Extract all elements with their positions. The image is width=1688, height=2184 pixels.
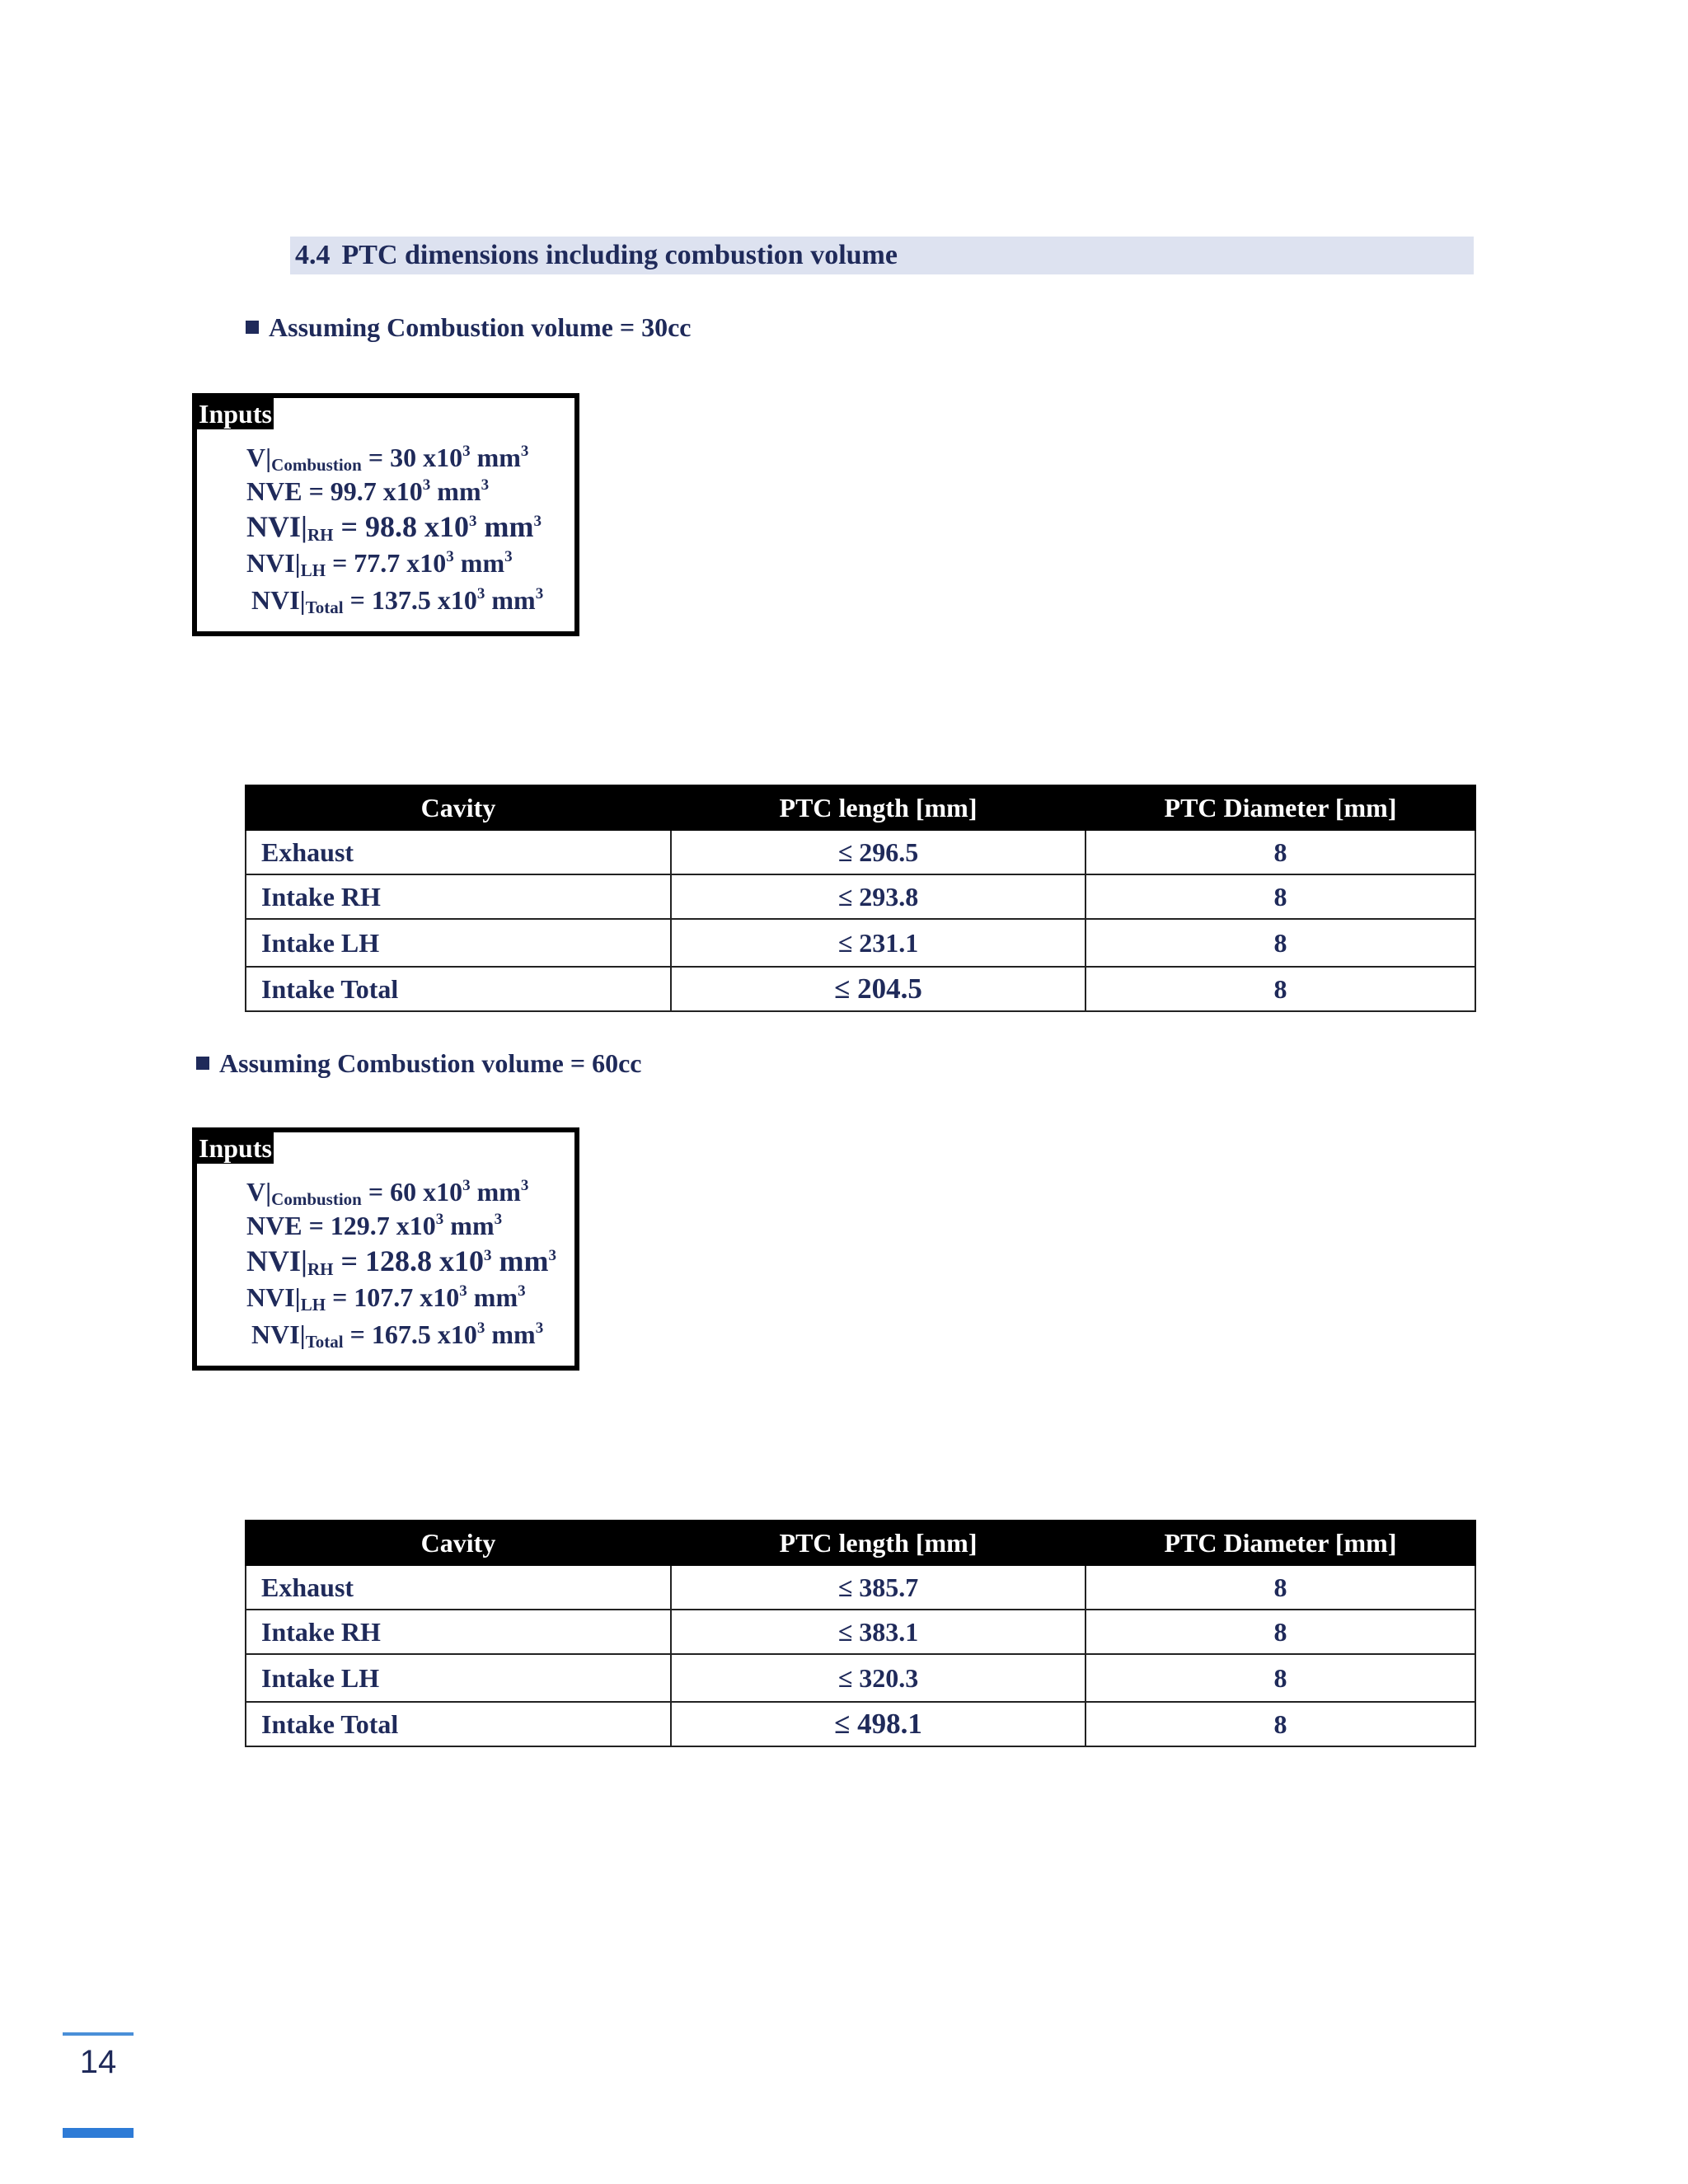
cell-diameter: 8 xyxy=(1085,1610,1475,1654)
cell-length: ≤ 231.1 xyxy=(671,919,1085,967)
table-row xyxy=(246,919,1475,967)
cell-cavity: Exhaust xyxy=(246,1565,671,1610)
input-nvi-rh: $NVI|_{RH} = 128.8$ $x10^3$ $mm^3$ xyxy=(246,1244,556,1279)
header-ptc-length: PTC length [mm] xyxy=(671,785,1085,830)
inputs-box-1 xyxy=(192,393,579,636)
cell-length: ≤ 498.1 xyxy=(671,1702,1085,1746)
table-row xyxy=(246,967,1475,1011)
cell-length: ≤ 204.5 xyxy=(671,967,1085,1011)
input-v-combustion: $V|_{Combustion} = 30$ $x10^3$ $mm^3$ xyxy=(246,443,529,475)
cell-length: ≤ 385.7 xyxy=(671,1565,1085,1610)
page-number-underline xyxy=(63,2128,134,2138)
cell-diameter: 8 xyxy=(1085,919,1475,967)
input-nvi-lh: $NVI|_{LH} = 107.7$ $x10^3$ $mm^3$ xyxy=(246,1282,526,1315)
cell-length: ≤ 383.1 xyxy=(671,1610,1085,1654)
cell-length: ≤ 293.8 xyxy=(671,874,1085,919)
table-row xyxy=(246,874,1475,919)
assumption-bullet-2 xyxy=(196,1048,642,1079)
cell-cavity: Intake LH xyxy=(246,1654,671,1702)
inputs-label: Inputs xyxy=(199,399,272,429)
cell-cavity: Intake Total xyxy=(246,1702,671,1746)
cell-cavity: Intake RH xyxy=(246,874,671,919)
inputs-label: Inputs xyxy=(199,1133,272,1163)
header-ptc-length: PTC length [mm] xyxy=(671,1521,1085,1565)
header-cavity: Cavity xyxy=(246,785,671,830)
input-nvi-lh: $NVI|_{LH} = 77.7$ $x10^3$ $mm^3$ xyxy=(246,548,513,580)
assumption-bullet-1 xyxy=(246,312,692,343)
table-row xyxy=(246,1654,1475,1702)
table-header-row xyxy=(246,1521,1475,1565)
input-nve: NVE = 129.7 $x10^3$ $mm^3$ xyxy=(246,1211,503,1240)
header-cavity: Cavity xyxy=(246,1521,671,1565)
cell-cavity: Intake RH xyxy=(246,1610,671,1654)
section-number: 4.4 xyxy=(295,240,331,270)
page-number: 14 xyxy=(63,2032,134,2081)
cell-diameter: 8 xyxy=(1085,967,1475,1011)
table-row xyxy=(246,1702,1475,1746)
table-row xyxy=(246,830,1475,874)
header-ptc-diameter: PTC Diameter [mm] xyxy=(1085,1521,1475,1565)
cell-diameter: 8 xyxy=(1085,1565,1475,1610)
cell-length: ≤ 320.3 xyxy=(671,1654,1085,1702)
input-v-combustion: $V|_{Combustion} = 60$ $x10^3$ $mm^3$ xyxy=(246,1177,529,1209)
table-row xyxy=(246,1565,1475,1610)
inputs-box-2 xyxy=(192,1127,579,1371)
assumption-text: Assuming Combustion volume = 30cc xyxy=(269,312,692,342)
table-row xyxy=(246,1610,1475,1654)
cell-cavity: Intake LH xyxy=(246,919,671,967)
section-heading xyxy=(290,237,1474,274)
section-title: PTC dimensions including combustion volume xyxy=(341,240,898,270)
header-ptc-diameter: PTC Diameter [mm] xyxy=(1085,785,1475,830)
cell-cavity: Exhaust xyxy=(246,830,671,874)
cell-length: ≤ 296.5 xyxy=(671,830,1085,874)
input-nvi-total: $NVI|_{Total} = 137.5$ $x10^3$ $mm^3$ xyxy=(251,585,544,617)
cell-diameter: 8 xyxy=(1085,874,1475,919)
input-nvi-rh: $NVI|_{RH} = 98.8$ $x10^3$ $mm^3$ xyxy=(246,510,542,545)
square-bullet-icon xyxy=(196,1057,209,1070)
square-bullet-icon xyxy=(246,321,259,334)
table-header-row xyxy=(246,785,1475,830)
cell-diameter: 8 xyxy=(1085,830,1475,874)
ptc-table-1 xyxy=(245,785,1476,1012)
cell-diameter: 8 xyxy=(1085,1702,1475,1746)
ptc-table-2 xyxy=(245,1520,1476,1747)
cell-cavity: Intake Total xyxy=(246,967,671,1011)
cell-diameter: 8 xyxy=(1085,1654,1475,1702)
assumption-text: Assuming Combustion volume = 60cc xyxy=(219,1048,642,1078)
input-nvi-total: $NVI|_{Total} = 167.5$ $x10^3$ $mm^3$ xyxy=(251,1319,544,1352)
input-nve: NVE = 99.7 $x10^3$ $mm^3$ xyxy=(246,476,490,506)
